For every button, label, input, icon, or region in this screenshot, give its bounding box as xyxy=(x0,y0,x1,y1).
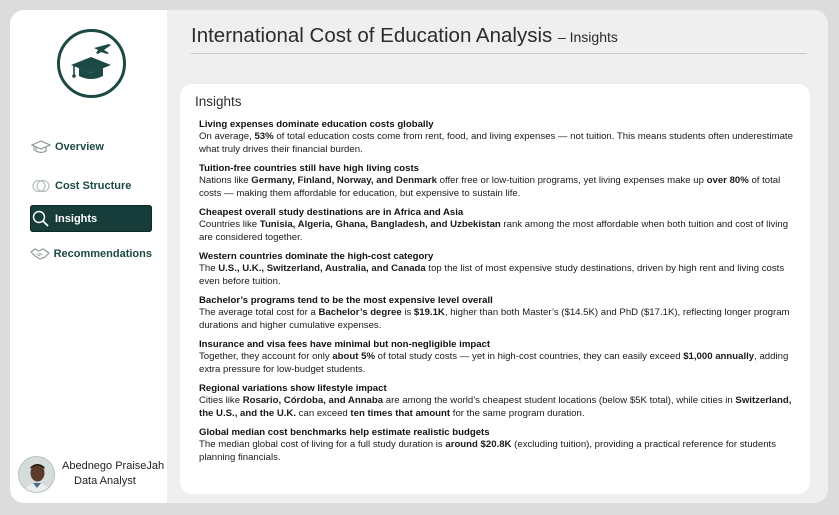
page-header xyxy=(191,24,807,54)
insight-body: The average total cost for a Bachelor’s degree is $19.1K, higher than both Master’s ($14.5K) and PhD ($17.1K), reflecting longer program durations and higher cumulative expenses. xyxy=(199,307,790,331)
insight-emphasis: $19.1K xyxy=(413,307,445,318)
insight-body: The U.S., U.K., Switzerland, Australia, and Canada top the list of most expensive study destinations, driven by high rent and living costs even before tuition. xyxy=(199,263,785,287)
user-profile xyxy=(18,456,168,494)
insight-item xyxy=(199,427,799,468)
insight-item xyxy=(199,119,799,160)
sidebar-item-overview[interactable] xyxy=(30,133,152,160)
sidebar-item-recommendations[interactable] xyxy=(30,240,152,267)
insight-heading: Living expenses dominate education costs globally xyxy=(199,119,434,130)
insight-body: Nations like Germany, Finland, Norway, and Denmark offer free or low-tuition programs, yet living expenses make up over 80% of total costs — making them affordable for education, but expensive to sustain life. xyxy=(199,175,781,199)
insight-item xyxy=(199,251,799,292)
insight-body: The median global cost of living for a full study duration is around $20.8K (excluding tuition), providing a practical reference for students planning financials. xyxy=(199,439,776,463)
insight-heading: Regional variations show lifestyle impact xyxy=(199,383,387,394)
insight-body: On average, 53% of total education costs come from rent, food, and living expenses — not tuition. This means students often underestimate what truly drives their financial burden. xyxy=(199,131,793,155)
sidebar-item-label: Insights xyxy=(55,212,98,225)
insight-emphasis: about 5% xyxy=(332,351,375,362)
insight-emphasis: U.S., U.K., Switzerland, Australia, and Canada xyxy=(218,263,426,274)
sidebar-item-insights[interactable] xyxy=(30,205,152,232)
insight-heading: Bachelor’s programs tend to be the most expensive level overall xyxy=(199,295,493,306)
insight-item xyxy=(199,163,799,204)
insight-body: Countries like Tunisia, Algeria, Ghana, Bangladesh, and Uzbekistan rank among the most affordable when both tuition and cost of living are considered together. xyxy=(199,219,789,243)
insight-emphasis: Switzerland, the U.S., and the U.K. xyxy=(199,395,792,419)
insights-card-title: Insights xyxy=(195,94,242,109)
dashboard-frame xyxy=(10,10,828,503)
handshake-icon xyxy=(30,245,51,263)
insights-card xyxy=(180,84,810,494)
insight-emphasis: Rosario, Córdoba, and Annaba xyxy=(242,395,384,406)
insight-body: Cities like Rosario, Córdoba, and Annaba are among the world’s cheapest student locations (below $5K total), while cities in Switzerland, the U.S., and the U.K. can exceed ten times that amount for the same program duration. xyxy=(199,395,792,419)
page-subtitle: – Insights xyxy=(557,29,618,45)
insight-heading: Tuition-free countries still have high living costs xyxy=(199,163,419,174)
coins-icon xyxy=(30,177,52,195)
insight-emphasis: around $20.8K xyxy=(445,439,512,450)
insight-body: Together, they account for only about 5% of total study costs — yet in high-cost countries, they can easily exceed $1,000 annually, adding extra pressure for low-budget students. xyxy=(199,351,789,375)
sidebar-item-label: Cost Structure xyxy=(55,179,132,192)
insight-item xyxy=(199,339,799,380)
insight-emphasis: over 80% xyxy=(706,175,749,186)
insight-heading: Global median cost benchmarks help estimate realistic budgets xyxy=(199,427,490,438)
profile-role: Data Analyst xyxy=(74,475,136,487)
sidebar xyxy=(10,10,167,503)
insight-item xyxy=(199,207,799,248)
avatar xyxy=(18,456,55,493)
graduation-plane-logo-icon xyxy=(60,32,123,95)
logo xyxy=(57,29,126,98)
insight-emphasis: $1,000 annually xyxy=(683,351,755,362)
page-title xyxy=(191,24,807,48)
insight-emphasis: 53% xyxy=(254,131,274,142)
sidebar-item-label: Overview xyxy=(55,140,104,153)
insight-emphasis: Bachelor’s degree xyxy=(318,307,402,318)
insight-item xyxy=(199,295,799,336)
graduation-cap-icon xyxy=(30,138,52,156)
insight-heading: Insurance and visa fees have minimal but non-negligible impact xyxy=(199,339,491,350)
profile-name: Abednego PraiseJah xyxy=(62,460,165,472)
magnifier-icon xyxy=(30,210,52,228)
insight-emphasis: ten times that amount xyxy=(350,407,451,419)
sidebar-item-cost-structure[interactable] xyxy=(30,172,152,199)
insight-heading: Cheapest overall study destinations are in Africa and Asia xyxy=(199,207,464,218)
sidebar-item-label: Recommendations xyxy=(53,247,152,260)
insight-emphasis: Tunisia, Algeria, Ghana, Bangladesh, and Uzbekistan xyxy=(259,219,501,230)
insight-emphasis: Germany, Finland, Norway, and Denmark xyxy=(251,175,437,186)
insights-list xyxy=(199,119,799,471)
page-title-main: International Cost of Education Analysis xyxy=(191,24,553,47)
insight-item xyxy=(199,383,799,424)
insight-heading: Western countries dominate the high-cost category xyxy=(199,251,434,262)
